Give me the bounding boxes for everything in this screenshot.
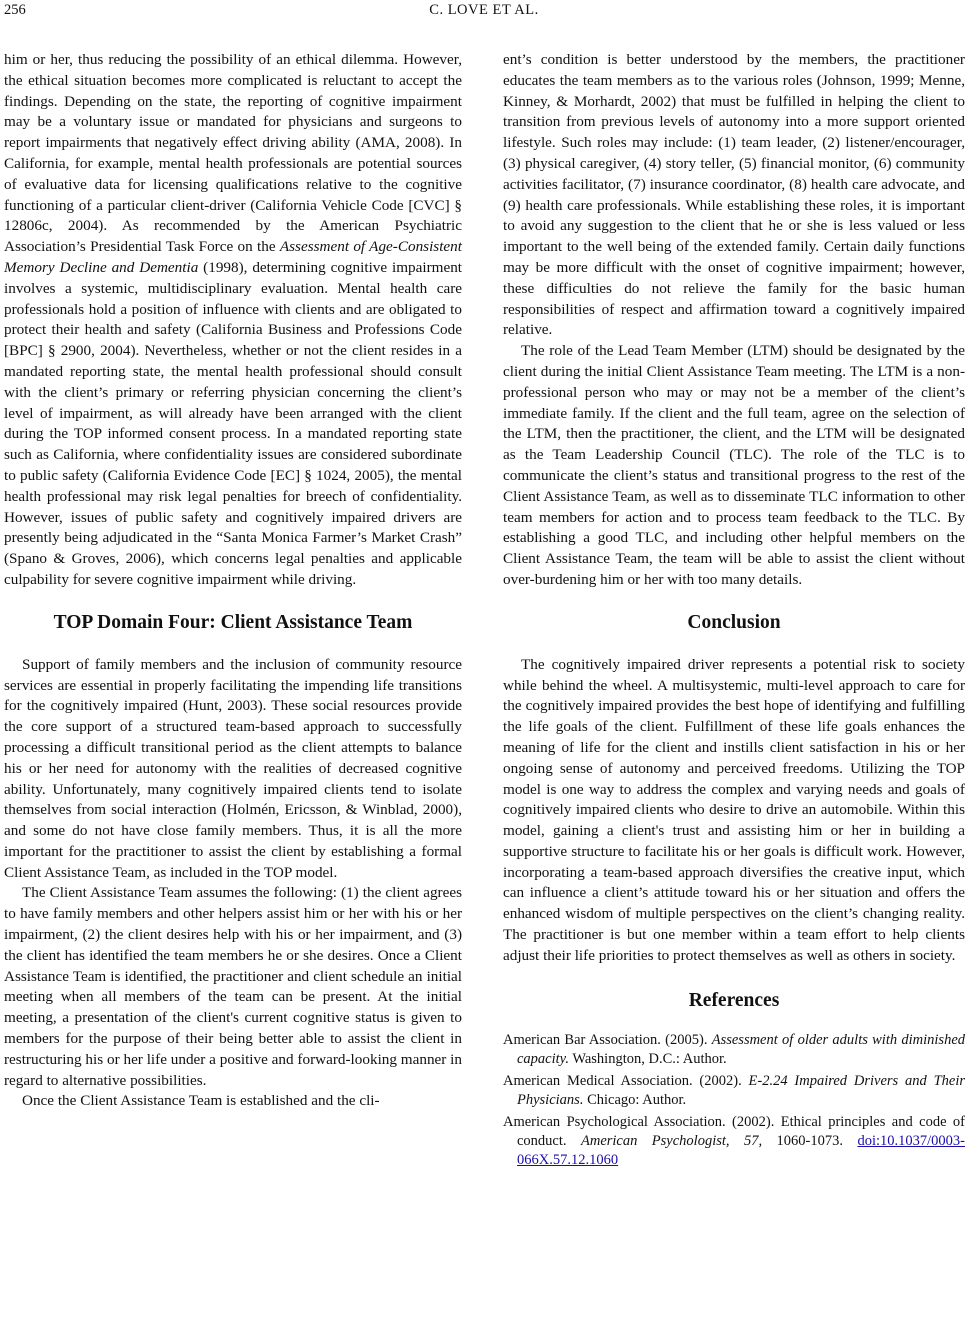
reference-item: American Bar Association. (2005). Assessment of older adults with diminished capacity. Washington, D.C.: Author.	[503, 1031, 966, 1067]
reference-item: American Medical Association. (2002). E-2.24 Impaired Drivers and Their Physicians. Chicago: Author.	[503, 1072, 965, 1108]
doi-link[interactable]: doi:10.1037/0003-066X.57.12.1060	[517, 1132, 965, 1168]
body-paragraph: him or her, thus reducing the possibility of an ethical dilemma. However, the ethical situation becomes more complicated is reluctant to accept the findings. Depending on the state, the reporting of cognitive impairment may be a voluntary issue or mandated for physicians and surgeons to report impairments that negatively effect driving ability (AMA, 2008). In California, for example, mental health professionals are potential sources of evaluative data for licensing qualifications relative to the cognitive functioning of a particular client-driver (California Vehicle Code [CVC] § 12806c, 2004). As recommended by the American Psychiatric Association’s Presidential Task Force on the Assessment of Age-Consistent Memory Decline and Dementia (1998), determining cognitive impairment involves a systemic, multidisciplinary evaluation. Mental health care professionals hold a position of influence with clients and are obligated to protect their health and safety (California Business and Professions Code [BPC] § 2900, 2004). Nevertheless, whether or not the client resides in a mandated reporting state, the mental health professional should consult with the client’s primary or referring physician concerning the client’s level of impairment, as will already have been arranged with the client during the TOP informed consent process. In a mandated reporting state such as California, where confidentiality issues are considered subordinate to public safety (California Evidence Code [EC] § 1024, 2005), the mental health professional may risk legal penalties for breech of confidentiality. However, issues of public safety and cognitively impaired drivers are presently being adjudicated in the “Santa Monica Farmer’s Market Crash” (Spano & Groves, 2006), which concerns legal penalties and applicable culpability for severe cognitive impairment while driving.	[4, 51, 463, 588]
right-column	[503, 50, 965, 1173]
running-author: C. LOVE ET AL.	[429, 2, 539, 18]
body-paragraph: Support of family members and the inclusion of community resource services are essential in properly facilitating the impending life transitions for the cognitively impaired (Hunt, 2003). These social resources provide the core support of a structured team-based approach to successfully processing a difficult transitional period as the client attempts to balance his or her need for autonomy with the realities of decreased cognitive ability. Unfortunately, many cognitively impaired clients tend to isolate themselves from social interaction (Holmén, Ericsson, & Winblad, 2000), and some do not have close family members. Thus, it is all the more important for the practitioner to assist the client by establishing a formal Client Assistance Team, as included in the TOP model.	[4, 655, 462, 881]
page-number: 256	[4, 2, 26, 18]
running-header	[0, 2, 968, 22]
body-paragraph: The role of the Lead Team Member (LTM) should be designated by the client during the initial Client Assistance Team meeting. The LTM is a non-professional person who may or may not be a member of the client’s immediate family. If the client and the full team, agree on the selection of the LTM, then the practitioner, the client, and the LTM will be designated as the Team Leadership Council (TLC). The role of the TLC is to communicate the client’s status and transitional progress to the rest of the Client Assistance Team, as well as to disseminate TLC information to other team members for action and to process team feedback to the TLC. By establishing a good TLC, and including other helpful members on the Client Assistance Team, the team will be able to assist the client without over-burdening him or her with too many details.	[503, 342, 965, 588]
italic-title: Assessment of Age-Consistent Memory Decline and Dementia	[4, 238, 462, 276]
body-paragraph: The Client Assistance Team assumes the following: (1) the client agrees to have family members and other helpers assist him or her with his or her impairment, (2) the client desires help with his or her impairment, and (3) the client has identified the team members he or she desires. Once a Client Assistance Team is identified, the practitioner and client schedule an initial meeting when all members of the team can be present. At the initial meeting, a presentation of the client's current cognitive status is given to members for the purpose of their being better able to assist the client in restructuring his or her life under a positive and forward-looking manner in regard to alternative possibilities.	[4, 884, 462, 1089]
body-paragraph: ent’s condition is better understood by the members, the practitioner educates the team members as to the various roles (Johnson, 1999; Menne, Kinney, & Morhardt, 2002) that must be fulfilled in helping the client to transition from previous levels of autonomy into a more support oriented lifestyle. Such roles may include: (1) team leader, (2) listener/encourager, (3) physical caregiver, (4) story teller, (5) financial monitor, (6) community activities facilitator, (7) insurance coordinator, (8) health care advocate, and (9) health care professionals. While establishing these roles, it is important to avoid any suggestion to the client that he or she is less valued or less important to the well being of the extended family. Certain daily functions may be more difficult with the onset of cognitive impairment; however, these difficulties do not relieve the family for the basic human responsibilities of respect and affirmation toward a cognitively impaired relative.	[503, 51, 965, 339]
section-heading-client-assistance-team: TOP Domain Four: Client Assistance Team	[53, 611, 413, 633]
reference-list	[503, 1031, 965, 1170]
body-paragraph: Once the Client Assistance Team is established and the cli-	[22, 1092, 380, 1110]
section-heading-references: References	[688, 989, 780, 1011]
body-paragraph: The cognitively impaired driver represents a potential risk to society while behind the wheel. A multisystemic, multi-level approach to care for the cognitively impaired provides the best hope of identifying and fulfilling the life goals of the client. Fulfillment of these life goals enhances the meaning of life for the client and instills client satisfaction in his or her ongoing sense of autonomy and perceived freedoms. Utilizing the TOP model is one way to address the complex and varying needs and goals of cognitively impaired clients who desire to drive an automobile. Within this model, gaining a client's trust and assisting him or her in building a supportive structure to facilitate his or her goals is difficult work. However, incorporating a team-based approach diversifies the creative input, which can influence a client’s attitude toward his or her situation and offers the enhanced wisdom of multiple perspectives on the client’s changing reality. The practitioner is but one member within a team effort to help clients adjust their life priorities to protect themselves as well as others in society.	[503, 655, 965, 964]
reference-item: American Psychological Association. (2002). Ethical principles and code of conduct. American Psychologist, 57, 1060-1073. doi:10.1037/0003-066X.57.12.1060	[503, 1113, 965, 1168]
section-heading-conclusion: Conclusion	[687, 611, 781, 633]
left-column	[4, 50, 462, 1112]
